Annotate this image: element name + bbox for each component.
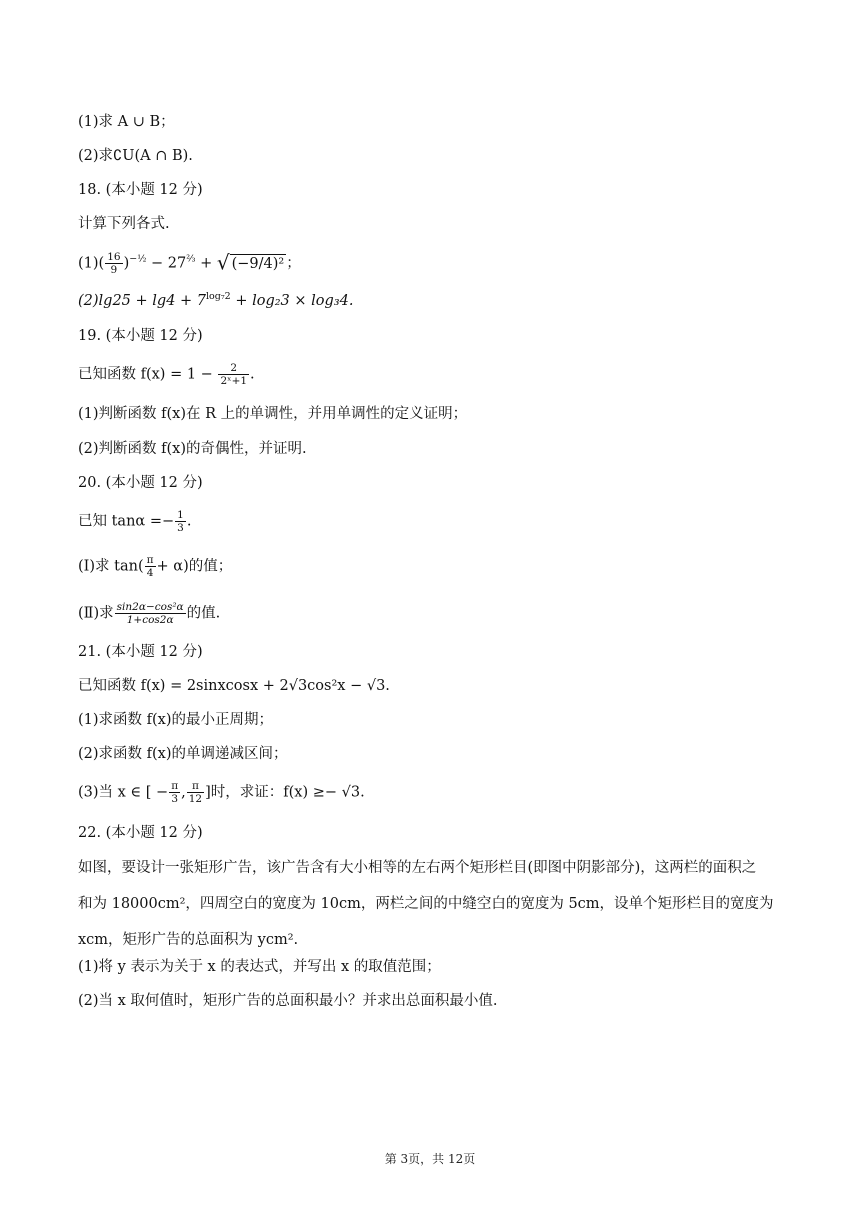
q22-body-line-2: 和为 18000cm²，四周空白的宽度为 10cm，两栏之间的中缝空白的宽度为 5cm，设单个矩形栏目的宽度为 — [78, 896, 774, 912]
q18-p1-fraction: $\frac{16}{9}$ — [107, 251, 121, 276]
question-22-part-2: (2)当 x 取何值时，矩形广告的总面积最小？并求出总面积最小值. — [78, 993, 498, 1009]
question-20-part-2: (Ⅱ)求 $\frac{\text{sin2α−cos²α}}{1+\cos 2\alpha}$ 的值. — [78, 601, 221, 626]
q22-body-line-3: xcm，矩形广告的总面积为 ycm². — [78, 932, 299, 948]
question-22-part-1: (1)将 y 表示为关于 x 的表达式，并写出 x 的取值范围； — [78, 959, 441, 975]
q21-p3-fraction-2: $\frac{\pi}{12}$ — [188, 780, 203, 805]
question-17-part-2: (2)求∁U(A ∩ B). — [78, 148, 193, 164]
q18-p2-rest: + log₂3 × log₃4. — [230, 293, 354, 309]
question-17-part-1: (1)求 A ∪ B； — [78, 114, 175, 130]
q20-fraction: $\frac{1}{3}$ — [177, 509, 184, 534]
question-22-header: 22. (本小题 12 分) — [78, 825, 203, 841]
q20-p1-end: + α)的值； — [156, 558, 233, 575]
question-18-header: 18. (本小题 12 分) — [78, 182, 203, 198]
question-18-part-1: (1)( $\frac{16}{9}$ )$^{-\frac{1}{2}} - 27^{\frac{2}{3}}$ + √ (−9/4)² ； — [78, 250, 301, 276]
question-18-intro: 计算下列各式. — [78, 216, 170, 232]
q20-p1-prefix: (Ⅰ)求 tan( — [78, 558, 144, 575]
q20-p2-fraction: $\frac{\text{sin2α−cos²α}}{1+\cos 2\alpha}$ — [116, 601, 184, 626]
q18-p1-prefix: (1)( — [78, 255, 105, 272]
question-21-part-2: (2)求函数 f(x)的单调递减区间； — [78, 746, 288, 762]
q21-p3-prefix: (3)当 x ∈ [ − — [78, 784, 169, 801]
q18-p1-sqrt: (−9/4)² — [231, 255, 285, 272]
q19-fraction: $\frac{2}{\text{2ˣ+1}}$ — [220, 362, 248, 387]
question-20-part-1 — [78, 554, 232, 579]
question-21-intro: 已知函数 f(x) = 2sinxcosx + 2√3cos²x − √3. — [78, 678, 390, 694]
q22-body-line-1: 如图，要设计一张矩形广告，该广告含有大小相等的左右两个矩形栏目(即图中阴影部分)，这两栏的面积之 — [78, 860, 757, 876]
q18-p2-exponent: log₇2 — [206, 291, 231, 303]
q19-intro-prefix: 已知函数 f(x) = 1 − — [78, 366, 213, 383]
q18-p1-mid: − 27 — [151, 255, 187, 272]
question-21-part-3: (3)当 x ∈ [ − $\frac{\pi}{3}$ , $\frac{\pi}{12}$ ]时，求证：f(x) ≥− √3. — [78, 780, 365, 805]
q20-intro-prefix: 已知 tanα =− — [78, 513, 175, 530]
question-19-intro: 已知函数 f(x) = 1 − $\frac{2}{\text{2ˣ+1}}$ . — [78, 362, 255, 387]
question-21-header: 21. (本小题 12 分) — [78, 644, 203, 660]
q21-p3-end: ]时，求证：f(x) ≥− √3. — [205, 784, 365, 801]
q20-p1-fraction: $\frac{\pi}{4}$ — [146, 554, 154, 579]
q20-p2-prefix: (Ⅱ)求 — [78, 605, 114, 622]
q21-p3-fraction-1: $\frac{\pi}{3}$ — [171, 780, 179, 805]
question-21-part-1: (1)求函数 f(x)的最小正周期； — [78, 712, 274, 728]
question-19-header: 19. (本小题 12 分) — [78, 328, 203, 344]
q18-p2-main: (2)lg25 + lg4 + 7 — [78, 293, 207, 309]
question-20-intro: 已知 tanα =− $\frac{1}{3}$ . — [78, 509, 192, 534]
sqrt-icon: √ — [216, 250, 230, 275]
question-22-body — [78, 850, 784, 958]
page-footer: 第 3页，共 12页 — [384, 1152, 476, 1166]
question-20-header: 20. (本小题 12 分) — [78, 475, 203, 491]
question-18-part-2 — [78, 290, 353, 312]
question-19-part-2: (2)判断函数 f(x)的奇偶性，并证明. — [78, 441, 307, 457]
question-19-part-1: (1)判断函数 f(x)在 R 上的单调性，并用单调性的定义证明； — [78, 406, 468, 422]
